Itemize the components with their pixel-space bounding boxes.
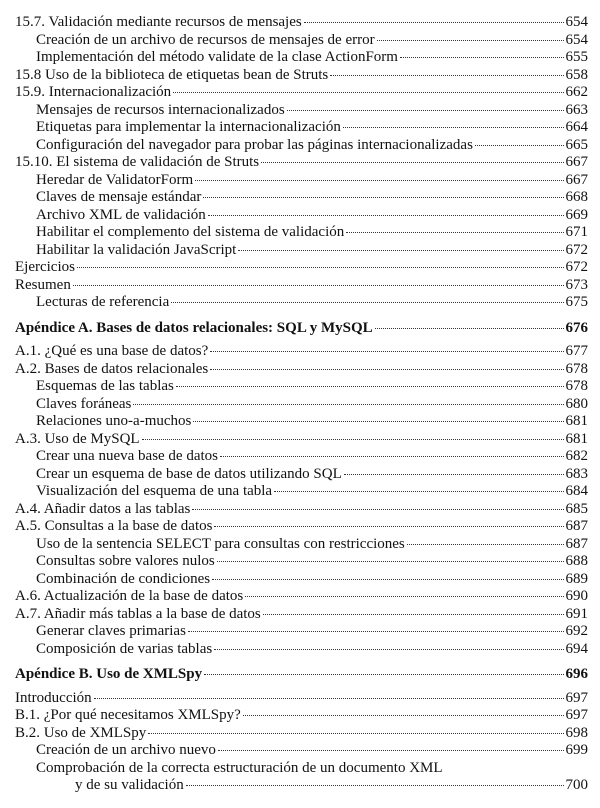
toc-entry-page: 681 — [565, 430, 588, 447]
toc-entry-title: Etiquetas para implementar la internacionalización — [36, 119, 341, 135]
toc-entry-title: Crear una nueva base de datos — [36, 448, 219, 464]
toc-entry-title: Mensajes de recursos internacionalizados — [36, 101, 285, 118]
toc-entry — [15, 172, 588, 190]
toc-entry-page: 685 — [565, 500, 588, 517]
toc-entry-title: Implementación del método validate de la clase ActionForm — [36, 49, 398, 65]
toc-entry-title: Consultas sobre valores nulos — [36, 553, 215, 569]
toc-entry-title: Uso de la sentencia SELECT para consultas con restricciones — [36, 535, 405, 552]
dot-leader — [176, 386, 564, 387]
toc-entry — [15, 32, 588, 50]
toc-entry-page: 682 — [565, 448, 588, 464]
toc-entry — [15, 242, 588, 260]
dot-leader — [188, 631, 564, 632]
toc-entry — [15, 431, 588, 449]
toc-entry-page: 672 — [565, 259, 588, 275]
toc-entry-title: A.2. Bases de datos relacionales — [15, 360, 209, 377]
toc-entry-page: 673 — [565, 276, 588, 293]
dot-leader — [208, 215, 564, 216]
dot-leader — [400, 57, 564, 58]
toc-entry-page: 675 — [565, 294, 588, 310]
toc-entry-page: 687 — [565, 535, 588, 552]
dot-leader — [261, 162, 563, 163]
dot-leader — [274, 491, 563, 492]
toc-appendix-heading — [15, 666, 588, 684]
toc-entry — [15, 571, 588, 589]
toc-entry — [15, 84, 588, 102]
dot-leader — [344, 474, 564, 475]
toc-appendix-heading — [15, 320, 588, 338]
toc-entry-page: 690 — [565, 588, 588, 604]
dot-leader — [142, 439, 564, 440]
dot-leader — [218, 750, 564, 751]
toc-entry — [15, 119, 588, 137]
dot-leader — [375, 328, 564, 329]
toc-entry — [15, 588, 588, 606]
dot-leader — [238, 250, 563, 251]
toc-entry-title: 15.10. El sistema de validación de Struts — [15, 154, 260, 170]
dot-leader — [77, 267, 564, 268]
toc-entry-page: 668 — [565, 189, 588, 205]
toc-entry — [15, 207, 588, 225]
toc-entry — [15, 553, 588, 571]
dot-leader — [287, 110, 564, 111]
toc-entry — [15, 277, 588, 295]
toc-entry-title: Habilitar la validación JavaScript — [36, 241, 237, 258]
toc-entry — [15, 518, 588, 536]
dot-leader — [192, 509, 563, 510]
toc-entry-page: 700 — [565, 777, 588, 793]
toc-entry — [15, 396, 588, 414]
toc-entry — [15, 154, 588, 172]
toc-entry — [15, 690, 588, 708]
toc-entry — [15, 14, 588, 32]
toc-entry-page: 692 — [565, 623, 588, 639]
dot-leader — [171, 302, 563, 303]
toc-entry — [15, 102, 588, 120]
dot-leader — [243, 715, 564, 716]
toc-entry — [15, 49, 588, 67]
toc-entry — [15, 413, 588, 431]
toc-entry-title: A.7. Añadir más tablas a la base de datos — [15, 605, 261, 622]
toc-entry-page: 667 — [565, 154, 588, 170]
dot-leader — [214, 649, 563, 650]
toc-entry-page: 689 — [565, 570, 588, 587]
toc-entry-title: B.1. ¿Por qué necesitamos XMLSpy? — [15, 707, 241, 723]
dot-leader — [173, 92, 563, 93]
dot-leader — [475, 145, 564, 146]
toc-entry — [15, 466, 588, 484]
toc-entry-page: 669 — [565, 206, 588, 223]
toc-entry-title: Esquemas de las tablas — [36, 378, 174, 394]
toc-entry-page: 663 — [565, 101, 588, 118]
toc-entry-title: Heredar de ValidatorForm — [36, 171, 194, 188]
toc-entry-title: A.1. ¿Qué es una base de datos? — [15, 343, 209, 359]
dot-leader — [148, 733, 563, 734]
toc-entry-page: 658 — [565, 66, 588, 83]
toc-entry — [15, 259, 588, 277]
toc-entry-page: 662 — [565, 84, 588, 100]
toc-entry — [15, 361, 588, 379]
toc-entry-title: Claves foráneas — [36, 395, 132, 412]
toc-entry-page: 681 — [565, 413, 588, 429]
toc-entry-page: 678 — [565, 360, 588, 377]
toc-entry-title: Configuración del navegador para probar las páginas internacionalizadas — [36, 136, 473, 153]
toc-entry-page: 688 — [565, 553, 588, 569]
toc-entry-title: B.2. Uso de XMLSpy — [15, 724, 147, 741]
toc-entry — [15, 623, 588, 641]
toc-entry — [15, 189, 588, 207]
toc-entry — [15, 606, 588, 624]
dot-leader — [245, 596, 563, 597]
toc-entry-title: Resumen — [15, 276, 71, 293]
toc-entry-title: A.4. Añadir datos a las tablas — [15, 500, 191, 517]
dot-leader — [210, 369, 563, 370]
toc-entry — [15, 448, 588, 466]
dot-leader — [94, 698, 564, 699]
toc-entry-page: 677 — [565, 343, 588, 359]
toc-entry-title: Composición de varias tablas — [36, 640, 213, 657]
dot-leader — [204, 674, 563, 675]
toc-entry-title: Apéndice B. Uso de XMLSpy — [15, 666, 203, 682]
toc-entry-page: 694 — [565, 640, 588, 657]
dot-leader — [73, 285, 564, 286]
toc-entry — [15, 483, 588, 501]
toc-entry-title: A.6. Actualización de la base de datos — [15, 588, 244, 604]
dot-leader — [210, 351, 563, 352]
toc-entry-page: 654 — [565, 31, 588, 48]
dot-leader — [195, 180, 563, 181]
toc-entry-page: 683 — [565, 465, 588, 482]
dot-leader — [186, 785, 564, 786]
toc-entry — [15, 760, 588, 778]
dot-leader — [214, 526, 563, 527]
toc-entry-page: 687 — [565, 518, 588, 534]
toc-entry-page: 691 — [565, 605, 588, 622]
toc-entry-page: 672 — [565, 241, 588, 258]
toc-entry — [15, 294, 588, 312]
dot-leader — [193, 421, 563, 422]
dot-leader — [220, 456, 563, 457]
toc-entry-title: Lecturas de referencia — [36, 294, 170, 310]
toc-entry-title: 15.8 Uso de la biblioteca de etiquetas bean de Struts — [15, 66, 329, 83]
toc-entry — [15, 343, 588, 361]
toc-entry-title: Habilitar el complemento del sistema de validación — [36, 224, 345, 240]
toc-entry — [15, 378, 588, 396]
toc-entry-page: 697 — [565, 689, 588, 706]
toc-entry-title: 15.9. Internacionalización — [15, 84, 172, 100]
toc-entry-page: 654 — [565, 14, 588, 30]
dot-leader — [263, 614, 564, 615]
toc-entry — [15, 707, 588, 725]
toc-entry — [15, 725, 588, 743]
toc-entry-page: 676 — [565, 319, 588, 336]
dot-leader — [346, 232, 563, 233]
toc-entry-title: Combinación de condiciones — [36, 570, 211, 587]
toc-entry-page: 698 — [565, 724, 588, 741]
toc-entry-page: 671 — [565, 224, 588, 240]
dot-leader — [304, 22, 564, 23]
toc-entry — [15, 742, 588, 760]
toc-entry-title: Ejercicios — [15, 259, 75, 275]
toc-entry-page: 665 — [565, 136, 588, 153]
dot-leader — [212, 579, 563, 580]
toc-entry — [15, 137, 588, 155]
toc-entry-page: 699 — [565, 742, 588, 758]
toc-entry-title: Relaciones uno-a-muchos — [36, 413, 192, 429]
toc-entry-page: 680 — [565, 395, 588, 412]
toc-entry — [15, 67, 588, 85]
toc-entry — [15, 501, 588, 519]
toc-entry-page: 678 — [565, 378, 588, 394]
toc-entry-title: y de su validación — [75, 777, 184, 793]
dot-leader — [330, 75, 563, 76]
toc-entry-page: 664 — [565, 119, 588, 135]
table-of-contents — [15, 14, 588, 795]
toc-entry-page: 697 — [565, 707, 588, 723]
dot-leader — [203, 197, 563, 198]
toc-entry-title: Claves de mensaje estándar — [36, 189, 202, 205]
toc-entry-title: Visualización del esquema de una tabla — [36, 483, 273, 499]
toc-entry-title: A.5. Consultas a la base de datos — [15, 518, 213, 534]
toc-entry-title: A.3. Uso de MySQL — [15, 430, 140, 447]
toc-entry-page: 667 — [565, 171, 588, 188]
toc-entry-title: Archivo XML de validación — [36, 206, 206, 223]
toc-entry — [15, 641, 588, 659]
toc-entry-title: Introducción — [15, 689, 92, 706]
dot-leader — [217, 561, 564, 562]
toc-entry — [15, 777, 588, 795]
toc-entry-title: Comprobación de la correcta estructuración de un documento XML — [36, 759, 443, 776]
toc-entry — [15, 224, 588, 242]
toc-entry-title: Creación de un archivo de recursos de mensajes de error — [36, 31, 375, 48]
dot-leader — [133, 404, 563, 405]
toc-entry-title: Crear un esquema de base de datos utilizando SQL — [36, 465, 342, 482]
toc-entry-page: 684 — [565, 483, 588, 499]
toc-entry-page: 655 — [565, 49, 588, 65]
toc-entry-title: Apéndice A. Bases de datos relacionales: SQL y MySQL — [15, 319, 373, 336]
dot-leader — [343, 127, 564, 128]
dot-leader — [377, 40, 564, 41]
toc-entry-page: 696 — [565, 666, 588, 682]
toc-entry-title: Creación de un archivo nuevo — [36, 742, 216, 758]
dot-leader — [407, 544, 564, 545]
toc-entry — [15, 536, 588, 554]
toc-entry-title: Generar claves primarias — [36, 623, 186, 639]
toc-entry-title: 15.7. Validación mediante recursos de mensajes — [15, 14, 302, 30]
